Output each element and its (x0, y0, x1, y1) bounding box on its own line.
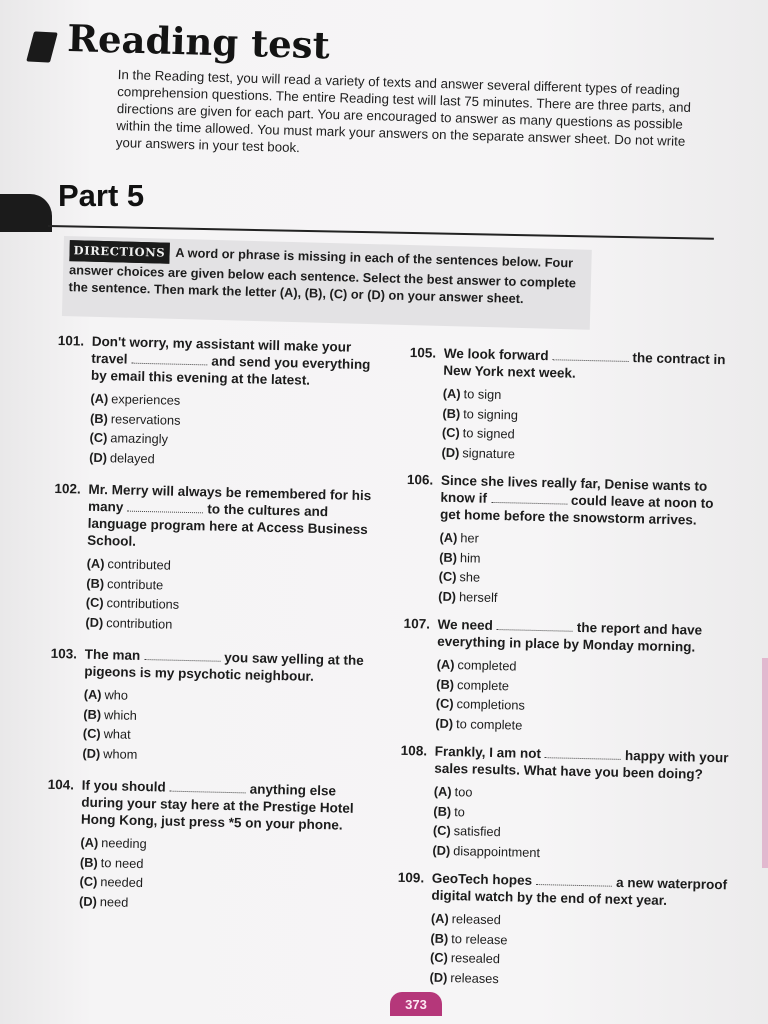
question-stem (50, 645, 381, 686)
question-number: 101. (57, 332, 85, 349)
option-text: contributions (106, 595, 180, 612)
question-text-before: Don't worry, my assistant will make your travel (91, 333, 352, 367)
question-stem (53, 480, 384, 555)
question-stem (403, 615, 734, 656)
directions-text: A word or phrase is missing in each of the sentences below. Four answer choices are given below each sentence. Select the best answer to complete the sentence. Then mark the letter (A), (B), (C) or (D) on your answer sheet. (68, 244, 577, 307)
question-101 (55, 332, 388, 473)
option-text: reservations (110, 410, 181, 428)
question-stem (409, 344, 740, 385)
question-text (440, 472, 737, 530)
option-letter: (C) (82, 725, 101, 742)
option-text: amazingly (110, 430, 169, 447)
question-stem (406, 471, 737, 529)
answer-blank (491, 494, 567, 505)
option-text: needing (101, 835, 147, 852)
option-letter: (A) (439, 529, 458, 546)
option-text: resealed (450, 950, 501, 967)
option-letter: (A) (442, 385, 461, 402)
option-text: completed (457, 657, 517, 674)
answer-blank (131, 355, 207, 366)
option-letter: (B) (442, 405, 461, 421)
question-number: 106. (406, 471, 434, 488)
option-text: too (454, 784, 473, 800)
question-text-after: the report and have everything in place by Monday morning. (437, 619, 703, 655)
question-stem (57, 332, 388, 390)
question-106 (404, 471, 737, 612)
question-104 (45, 776, 378, 917)
option-letter: (B) (86, 575, 105, 591)
option-text: to signing (463, 405, 519, 422)
question-stem (400, 742, 731, 783)
option-letter: (C) (435, 695, 454, 712)
option-text: delayed (109, 449, 155, 466)
option-letter: (B) (436, 676, 455, 692)
answer-blank (127, 503, 203, 514)
answer-blank (144, 651, 220, 662)
option-text: to signed (462, 425, 515, 442)
option-letter: (D) (429, 969, 448, 985)
question-stem (47, 776, 378, 834)
answer-options (438, 528, 736, 613)
option-letter: (A) (430, 910, 449, 927)
page-edge-tab (762, 658, 768, 868)
question-text-before: GeoTech hopes (431, 870, 533, 888)
answer-blank (536, 876, 612, 887)
option-text: to (454, 803, 466, 819)
option-text: who (104, 687, 129, 703)
option-letter: (D) (441, 444, 460, 460)
option-text: to need (100, 854, 144, 871)
option-letter: (A) (86, 555, 105, 572)
option-text: released (451, 911, 501, 928)
option-text: to release (451, 930, 508, 947)
question-text-after: a new waterproof digital watch by the end of next year. (431, 874, 728, 908)
option-text: experiences (111, 391, 181, 408)
question-text-before: The man (84, 646, 141, 663)
question-text-after: and send you everything by email this evening at the latest. (90, 353, 371, 388)
option-letter: (A) (80, 834, 99, 851)
question-text-before: We look forward (443, 345, 549, 364)
option-text: satisfied (453, 823, 501, 840)
option-text: contribute (106, 575, 164, 592)
answer-options (429, 909, 727, 994)
question-text (431, 870, 728, 911)
option-text: need (99, 893, 129, 910)
option-letter: (B) (433, 803, 452, 819)
option-text: whom (103, 745, 138, 762)
option-letter: (C) (438, 568, 457, 585)
option-letter: (B) (439, 549, 458, 565)
question-number: 109. (397, 869, 425, 886)
option-letter: (D) (438, 588, 457, 604)
question-column-left (45, 332, 388, 917)
answer-options (435, 655, 733, 740)
question-text-before: Since she lives really far, Denise wants to know if (440, 472, 708, 506)
option-letter: (B) (83, 706, 102, 722)
answer-blank (552, 351, 628, 362)
part-title: Part 5 (58, 178, 145, 213)
question-text-before: Frankly, I am not (434, 743, 542, 762)
question-text-after: anything else during your stay here at the Prestige Hotel Hong Kong, just press *5 on your phone. (80, 781, 354, 833)
question-102 (51, 480, 384, 638)
answer-options (432, 782, 730, 867)
question-text (443, 345, 740, 386)
directions-text-block (62, 236, 591, 313)
question-number: 105. (409, 344, 437, 361)
question-text (81, 777, 378, 835)
answer-blank (545, 749, 621, 760)
option-text: him (459, 549, 481, 566)
question-number: 104. (47, 776, 75, 793)
option-letter: (B) (79, 854, 98, 870)
question-109 (395, 869, 728, 993)
option-text: disappointment (453, 842, 541, 860)
option-letter: (D) (435, 715, 454, 731)
option-text: to sign (463, 386, 502, 403)
option-letter: (D) (78, 893, 98, 909)
option-letter: (C) (441, 424, 460, 441)
option-text: herself (458, 588, 498, 605)
option-letter: (D) (85, 614, 104, 630)
option-letter: (B) (89, 410, 108, 426)
option-letter: (B) (430, 930, 449, 946)
option-letter: (C) (89, 429, 108, 446)
question-105 (407, 344, 740, 468)
option-text: completions (456, 696, 526, 713)
option-letter: (A) (433, 783, 452, 800)
option-text: needed (100, 874, 144, 891)
option-letter: (C) (429, 949, 449, 966)
question-103 (48, 645, 381, 769)
page-title: Reading test (66, 16, 331, 68)
option-letter: (A) (83, 686, 102, 703)
intro-paragraph: In the Reading test, you will read a variety of texts and answer several different types of reading comprehension questions. The entire Reading test will last 75 minutes. There are three parts, and directions are given for each part. You are encouraged to answer as many questions as possible within the time allowed. You must mark your answers on the separate answer sheet. Do not write your answers in your test book. (115, 66, 692, 156)
question-text (434, 743, 731, 784)
option-text: what (103, 726, 131, 742)
option-letter: (D) (89, 449, 108, 465)
question-stem (397, 869, 728, 910)
directions-box (62, 236, 592, 330)
option-text: signature (462, 444, 516, 461)
part-tab-decoration (0, 194, 52, 232)
question-number: 103. (50, 645, 78, 662)
option-text: releases (450, 969, 499, 986)
question-text-before: Mr. Merry will always be remembered for his many (87, 481, 372, 515)
option-text: she (459, 569, 481, 585)
answer-options (441, 384, 739, 469)
question-text-after: you saw yelling at the pigeons is my psychotic neighbour. (84, 649, 364, 684)
question-107 (401, 615, 734, 739)
question-column-right (395, 344, 739, 993)
directions-label: DIRECTIONS (69, 240, 169, 264)
question-text (91, 333, 388, 391)
page-number: 373 (390, 992, 442, 1016)
question-text (437, 616, 734, 657)
answer-blank (170, 783, 246, 794)
question-text-after: could leave at noon to get home before the snowstorm arrives. (439, 492, 714, 528)
question-text-after: the contract in New York next week. (443, 350, 726, 381)
option-letter: (C) (432, 822, 451, 839)
option-text: contributed (107, 556, 172, 573)
option-text: complete (456, 676, 510, 693)
question-number: 108. (400, 742, 428, 759)
question-number: 107. (403, 615, 431, 632)
option-letter: (D) (82, 745, 101, 761)
question-text-before: If you should (81, 777, 166, 795)
question-text-before: We need (437, 616, 494, 633)
option-text: her (460, 530, 480, 546)
question-text (84, 646, 381, 687)
answer-blank (497, 621, 573, 632)
answer-options (82, 685, 380, 770)
question-108 (398, 742, 731, 866)
question-text-after: to the cultures and language program here at Access Business School. (87, 501, 368, 549)
question-text (87, 481, 384, 556)
option-letter: (C) (85, 594, 104, 611)
option-text: which (103, 706, 137, 723)
question-text-after: happy with your sales results. What have you been doing? (434, 747, 729, 782)
answer-options (89, 389, 387, 474)
option-letter: (A) (90, 390, 109, 407)
option-letter: (C) (79, 873, 98, 890)
option-text: to complete (456, 715, 523, 733)
option-letter: (A) (436, 656, 455, 673)
option-text: contribution (106, 614, 173, 632)
answer-options (79, 833, 377, 918)
question-number: 102. (54, 480, 81, 497)
option-letter: (D) (432, 842, 451, 858)
answer-options (85, 554, 383, 639)
